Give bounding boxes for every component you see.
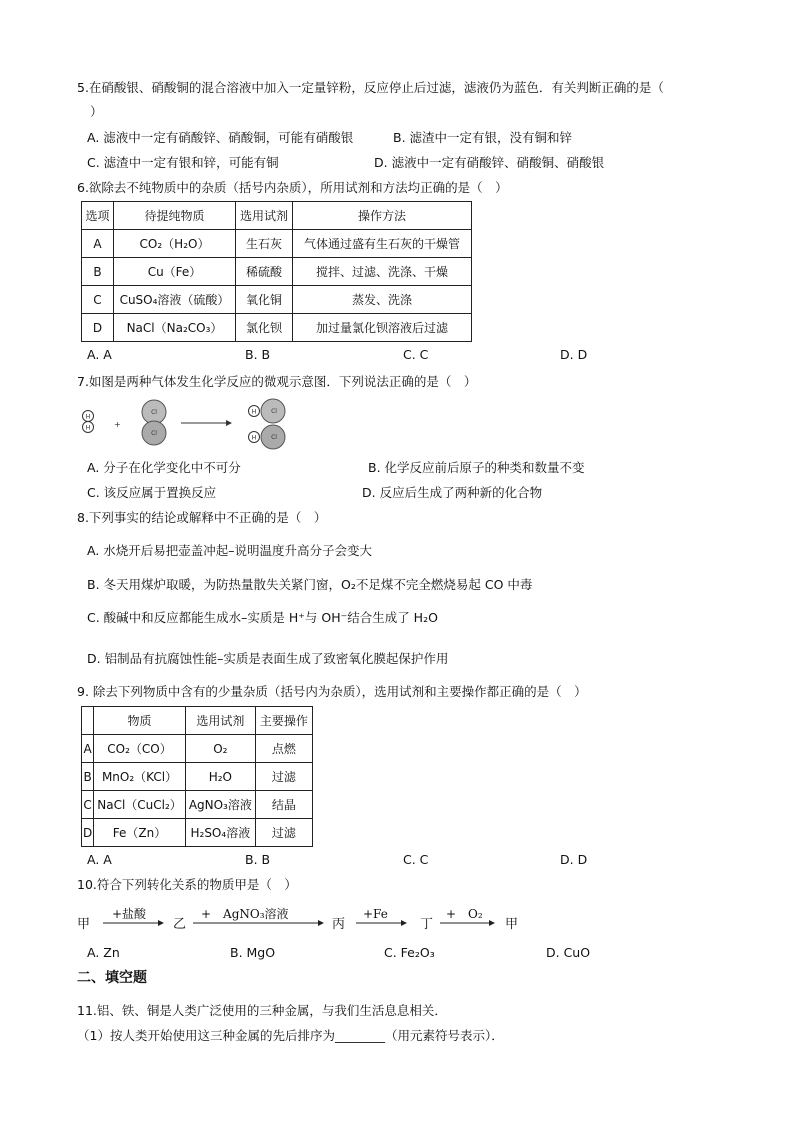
q7-molecule-diagram bbox=[70, 396, 310, 454]
table-cell: AgNO₃溶液 bbox=[185, 791, 255, 819]
q8-stem: 8.下列事实的结论或解释中不正确的是（ ） bbox=[77, 510, 327, 525]
table-cell: H₂SO₄溶液 bbox=[185, 819, 255, 847]
table-header: 待提纯物质 bbox=[114, 202, 236, 230]
table-row bbox=[82, 286, 472, 314]
table-cell: 过滤 bbox=[255, 763, 312, 791]
q6-answer-c: C. C bbox=[403, 347, 429, 362]
table-cell: Cu（Fe） bbox=[114, 258, 236, 286]
table-cell: CuSO₄溶液（硫酸） bbox=[114, 286, 236, 314]
table-cell: 蒸发、洗涤 bbox=[293, 286, 472, 314]
atom-label-cl: Cl bbox=[151, 409, 157, 416]
table-cell: B bbox=[82, 763, 94, 791]
table-header-row bbox=[82, 707, 313, 735]
table-cell: D bbox=[82, 819, 94, 847]
arrow-label-oxygen: + O₂ bbox=[446, 907, 483, 921]
table-row bbox=[82, 819, 313, 847]
table-cell: 氯化钡 bbox=[236, 314, 293, 342]
table-row bbox=[82, 763, 313, 791]
table-cell: 过滤 bbox=[255, 819, 312, 847]
table-header: 操作方法 bbox=[293, 202, 472, 230]
table-cell: 搅拌、过滤、洗涤、干燥 bbox=[293, 258, 472, 286]
q8-option-d: D. 铝制品有抗腐蚀性能–实质是表面生成了致密氧化膜起保护作用 bbox=[87, 651, 449, 666]
table-header: 选项 bbox=[82, 202, 114, 230]
table-cell: 结晶 bbox=[255, 791, 312, 819]
q11-sub1-suffix: （用元素符号表示）． bbox=[384, 1028, 504, 1043]
q11-sub1-prefix: （1）按人类开始使用这三种金属的先后排序为 bbox=[77, 1028, 335, 1043]
q11-sub1 bbox=[77, 1028, 504, 1044]
hcl-molecule bbox=[249, 425, 286, 449]
q9-stem: 9. 除去下列物质中含有的少量杂质（括号内为杂质），选用试剂和主要操作都正确的是（ ） bbox=[77, 684, 587, 699]
table-row bbox=[82, 791, 313, 819]
table-cell: B bbox=[82, 258, 114, 286]
q6-answer-b: B. B bbox=[245, 347, 271, 362]
q9-answer-b: B. B bbox=[245, 852, 271, 867]
chain-substance-bing: 丙 bbox=[332, 917, 346, 932]
conversion-arrow bbox=[356, 918, 408, 928]
q7-option-d: D. 反应后生成了两种新的化合物 bbox=[362, 485, 543, 500]
conversion-arrow bbox=[440, 918, 496, 928]
q8-option-b: B. 冬天用煤炉取暖，为防热量散失关紧门窗，O₂不足煤不完全燃烧易起 CO 中毒 bbox=[87, 577, 533, 592]
table-cell: D bbox=[82, 314, 114, 342]
table-cell: 加过量氯化钡溶液后过滤 bbox=[293, 314, 472, 342]
section-title: 二、填空题 bbox=[77, 970, 147, 986]
atom-label-h: H bbox=[251, 434, 257, 442]
table-cell: MnO₂（KCl） bbox=[94, 763, 186, 791]
arrow-label-iron: +Fe bbox=[363, 907, 388, 921]
table-header bbox=[82, 707, 94, 735]
q10-answer-d: D. CuO bbox=[546, 945, 591, 960]
atom-label-h: H bbox=[85, 424, 91, 432]
q7-stem: 7.如图是两种气体发生化学反应的微观示意图．下列说法正确的是（ ） bbox=[77, 374, 477, 389]
q10-stem: 10.符合下列转化关系的物质甲是（ ） bbox=[77, 877, 297, 892]
table-cell: C bbox=[82, 791, 94, 819]
table-cell: NaCl（Na₂CO₃） bbox=[114, 314, 236, 342]
q5-option-a: A. 滤液中一定有硝酸锌、硝酸铜，可能有硝酸银 bbox=[87, 130, 354, 145]
q7-option-a: A. 分子在化学变化中不可分 bbox=[87, 460, 241, 475]
arrow-label-hydrochloric-acid: +盐酸 bbox=[112, 907, 147, 921]
table-cell: 氧化铜 bbox=[236, 286, 293, 314]
q7-option-b: B. 化学反应前后原子的种类和数量不变 bbox=[368, 460, 585, 475]
q5-option-c: C. 滤渣中一定有银和锌，可能有铜 bbox=[87, 155, 279, 170]
table-cell: 生石灰 bbox=[236, 230, 293, 258]
table-header: 物质 bbox=[94, 707, 186, 735]
table-header-row bbox=[82, 202, 472, 230]
q8-option-a: A. 水烧开后易把壶盖冲起–说明温度升高分子会变大 bbox=[87, 543, 373, 558]
atom-label-h: H bbox=[85, 413, 91, 421]
q6-table bbox=[81, 201, 472, 342]
chain-substance-jia: 甲 bbox=[77, 917, 91, 932]
q7-option-c: C. 该反应属于置换反应 bbox=[87, 485, 217, 500]
q5-option-b: B. 滤渣中一定有银，没有铜和锌 bbox=[393, 130, 573, 145]
table-header: 主要操作 bbox=[255, 707, 312, 735]
q10-answer-c: C. Fe₂O₃ bbox=[384, 945, 435, 960]
table-cell: CO₂（H₂O） bbox=[114, 230, 236, 258]
answer-blank[interactable]: ________ bbox=[334, 1028, 385, 1043]
table-cell: 点燃 bbox=[255, 735, 312, 763]
table-header: 选用试剂 bbox=[236, 202, 293, 230]
q10-answer-a: A. Zn bbox=[87, 945, 120, 960]
table-cell: O₂ bbox=[185, 735, 255, 763]
chain-substance-ding: 丁 bbox=[420, 917, 434, 932]
q9-answer-a: A. A bbox=[87, 852, 112, 867]
reaction-arrow bbox=[181, 420, 232, 426]
atom-label-h: H bbox=[251, 408, 257, 416]
arrow-label-silver-nitrate: + AgNO₃溶液 bbox=[201, 907, 289, 921]
table-cell: A bbox=[82, 735, 94, 763]
q8-option-c: C. 酸碱中和反应都能生成水–实质是 H⁺与 OH⁻结合生成了 H₂O bbox=[87, 610, 438, 625]
q10-answer-b: B. MgO bbox=[230, 945, 276, 960]
conversion-arrow bbox=[103, 918, 165, 928]
hydrogen-molecule bbox=[83, 411, 94, 433]
chlorine-molecule bbox=[142, 400, 166, 445]
q9-table bbox=[81, 706, 313, 847]
table-cell: CO₂（CO） bbox=[94, 735, 186, 763]
chain-substance-jia-end: 甲 bbox=[505, 917, 519, 932]
table-header: 选用试剂 bbox=[185, 707, 255, 735]
q6-answer-d: D. D bbox=[560, 347, 588, 362]
q11-stem: 11.铝、铁、铜是人类广泛使用的三种金属，与我们生活息息相关． bbox=[77, 1003, 447, 1018]
q5-stem-line1: 5.在硝酸银、硝酸铜的混合溶液中加入一定量锌粉，反应停止后过滤，滤液仍为蓝色．有关判断正确的是（ bbox=[77, 80, 664, 95]
q5-stem-line2: ） bbox=[90, 104, 103, 119]
atom-label-cl: Cl bbox=[271, 408, 277, 415]
q6-stem: 6.欲除去不纯物质中的杂质（括号内杂质），所用试剂和方法均正确的是（ ） bbox=[77, 180, 508, 195]
table-cell: 气体通过盛有生石灰的干燥管 bbox=[293, 230, 472, 258]
table-cell: 稀硫酸 bbox=[236, 258, 293, 286]
chain-substance-yi: 乙 bbox=[173, 917, 187, 932]
table-cell: C bbox=[82, 286, 114, 314]
hcl-molecule bbox=[249, 399, 286, 423]
table-row bbox=[82, 314, 472, 342]
table-cell: NaCl（CuCl₂） bbox=[94, 791, 186, 819]
atom-label-cl: Cl bbox=[271, 434, 277, 441]
conversion-arrow bbox=[193, 918, 325, 928]
q6-answer-a: A. A bbox=[87, 347, 112, 362]
table-cell: H₂O bbox=[185, 763, 255, 791]
table-row bbox=[82, 735, 313, 763]
q5-option-d: D. 滤液中一定有硝酸锌、硝酸铜、硝酸银 bbox=[374, 155, 605, 170]
q9-answer-c: C. C bbox=[403, 852, 429, 867]
table-cell: A bbox=[82, 230, 114, 258]
atom-label-cl: Cl bbox=[151, 430, 157, 437]
table-cell: Fe（Zn） bbox=[94, 819, 186, 847]
table-row bbox=[82, 230, 472, 258]
plus-sign: + bbox=[114, 420, 121, 429]
table-row bbox=[82, 258, 472, 286]
q9-answer-d: D. D bbox=[560, 852, 588, 867]
